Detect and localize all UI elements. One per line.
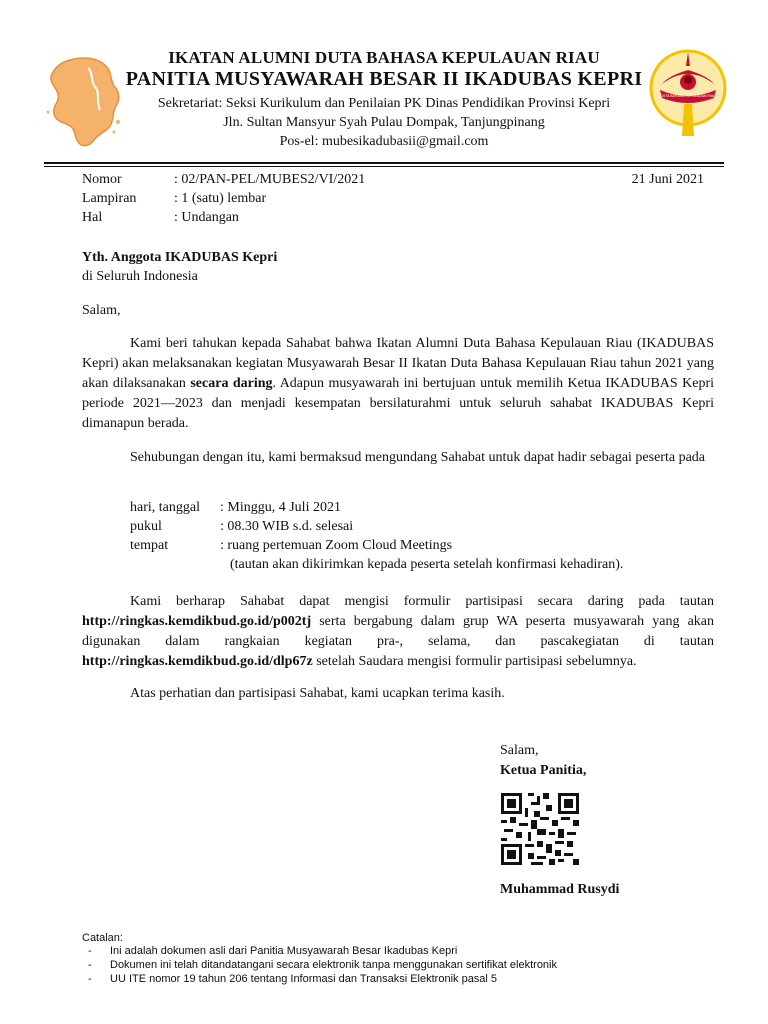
greeting: Salam, xyxy=(82,303,121,318)
whatsapp-link[interactable]: http://ringkas.kemdikbud.go.id/dlp67z xyxy=(82,654,313,669)
addressee-location: di Seluruh Indonesia xyxy=(82,269,198,284)
signatory-name: Muhammad Rusydi xyxy=(500,882,620,897)
footnote-bullet: - xyxy=(88,959,92,971)
nomor-label: Nomor xyxy=(82,172,122,187)
para1-text: Kami beri tahukan kepada Sahabat bahwa Ikatan Alumni Duta Bahasa Kepulauan Riau (IKADUBAS Kepri) akan melaksanakan kegiatan Musyawarah Besar II Ikatan Duta Bahasa Kepulauan Riau tahun 2021 yang akan dilaksanakan xyxy=(82,336,714,391)
letterhead-rule-thin xyxy=(44,166,724,167)
paragraph-closing: Atas perhatian dan partisipasi Sahabat, kami ucapkan terima kasih. xyxy=(130,686,505,701)
address: Jln. Sultan Mansyur Syah Pulau Dompak, Tanjungpinang xyxy=(223,115,545,130)
letterhead-rule-thick xyxy=(44,162,724,164)
hal-value: : Undangan xyxy=(174,210,239,225)
lampiran-value: : 1 (satu) lembar xyxy=(174,191,267,206)
para1-bold: secara daring xyxy=(190,376,273,391)
event-day-value: : Minggu, 4 Juli 2021 xyxy=(220,500,341,515)
footnote-item: Ini adalah dokumen asli dari Panitia Musyawarah Besar Ikadubas Kepri xyxy=(110,945,458,957)
event-time-value: : 08.30 WIB s.d. selesai xyxy=(220,519,354,534)
para3-text-end: setelah Saudara mengisi formulir partisipasi sebelumnya. xyxy=(312,654,637,669)
event-place-label: tempat xyxy=(130,538,169,553)
para3-text: Kami berharap Sahabat dapat mengisi formulir partisipasi secara daring pada tautan xyxy=(130,594,714,609)
committee-name: PANITIA MUSYAWARAH BESAR II IKADUBAS KEPRI xyxy=(125,68,643,90)
letter-date: 21 Juni 2021 xyxy=(631,172,704,187)
secretariat: Sekretariat: Seksi Kurikulum dan Penilaian PK Dinas Pendidikan Provinsi Kepri xyxy=(157,96,611,111)
nomor-value: : 02/PAN-PEL/MUBES2/VI/2021 xyxy=(174,172,366,187)
event-day-label: hari, tanggal xyxy=(130,500,200,515)
event-place-value: : ruang pertemuan Zoom Cloud Meetings xyxy=(220,538,453,553)
signature-salutation: Salam, xyxy=(500,743,539,758)
qr-code-icon xyxy=(501,793,579,865)
footnote-heading: Catalan: xyxy=(82,932,123,944)
para3-text-mid: serta bergabung dalam grup WA peserta musyawarah yang akan digunakan dalam rangkaian kegiatan pra-, selama, dan pascakegiatan di tautan xyxy=(82,614,714,649)
org-name: IKATAN ALUMNI DUTA BAHASA KEPULAUAN RIAU xyxy=(168,48,600,67)
footnote-bullet: - xyxy=(88,973,92,985)
riau-islands-map-logo xyxy=(40,52,126,152)
emblem-text: DUTA BAHASA KEPULAUAN RIAU xyxy=(660,94,716,98)
event-time-label: pukul xyxy=(130,519,162,534)
duta-bahasa-emblem xyxy=(648,44,728,140)
addressee-name: Yth. Anggota IKADUBAS Kepri xyxy=(82,250,278,265)
paragraph-invitation: Sehubungan dengan itu, kami bermaksud mengundang Sahabat untuk dapat hadir sebagai peserta pada xyxy=(130,450,705,465)
event-place-note: (tautan akan dikirimkan kepada peserta setelah konfirmasi kehadiran). xyxy=(230,557,624,572)
form-link[interactable]: http://ringkas.kemdikbud.go.id/p002tj xyxy=(82,614,312,629)
signature-title: Ketua Panitia, xyxy=(500,763,587,778)
para1-text-end: . Adapun musyawarah ini bertujuan untuk memilih Ketua IKADUBAS Kepri periode 2021—2023 dan menjadi kesempatan bersilaturahmi untuk seluruh sahabat IKADUBAS Kepri dimanapun berada. xyxy=(82,376,714,431)
hal-label: Hal xyxy=(82,210,103,225)
footnote-bullet: - xyxy=(88,945,92,957)
footnote-item: Dokumen ini telah ditandatangani secara elektronik tanpa menggunakan sertifikat elektronik xyxy=(110,959,557,971)
paragraph-links xyxy=(82,592,714,672)
email: Pos-el: mubesikadubasii@gmail.com xyxy=(279,134,489,149)
lampiran-label: Lampiran xyxy=(82,191,137,206)
paragraph-intro xyxy=(82,334,714,434)
footnote-item: UU ITE nomor 19 tahun 206 tentang Informasi dan Transaksi Elektronik pasal 5 xyxy=(110,973,498,985)
